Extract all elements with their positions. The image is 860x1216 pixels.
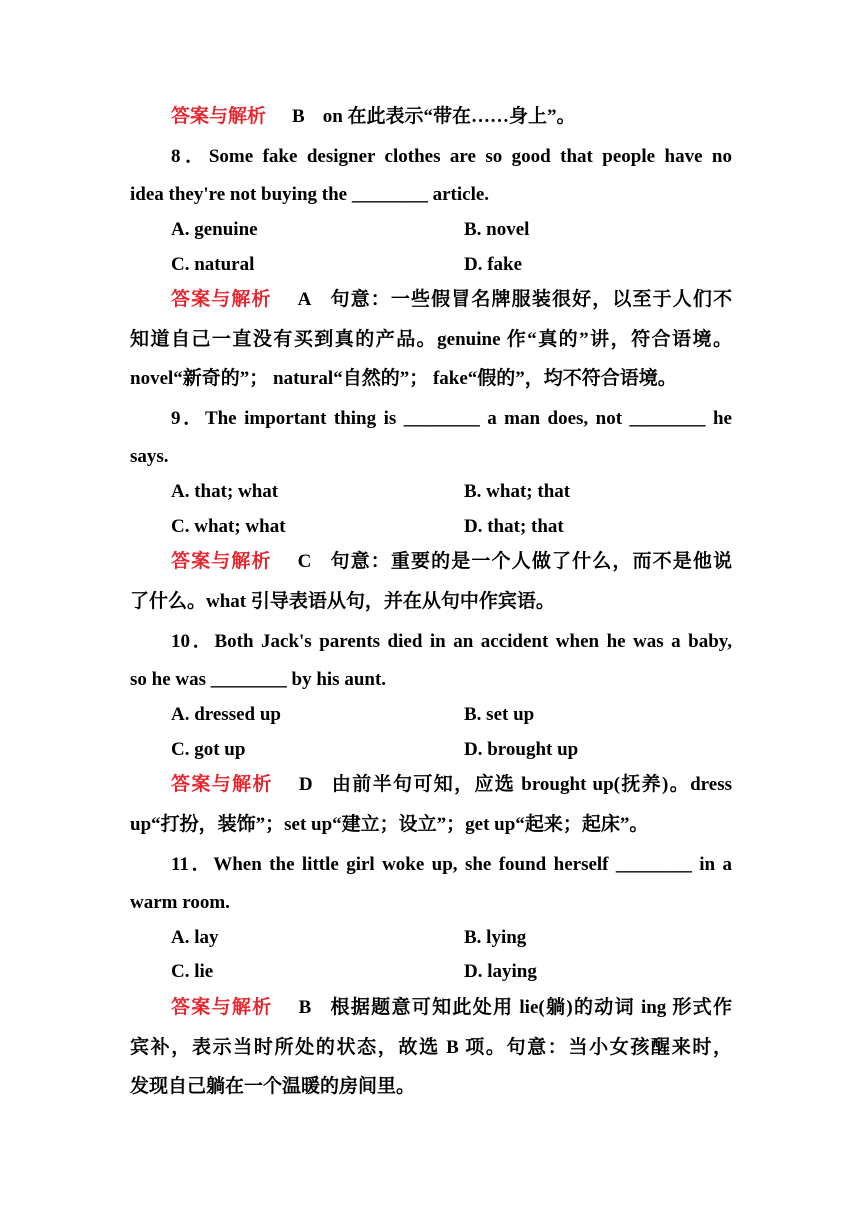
q9-option-a: A. that; what — [171, 481, 279, 502]
q11-option-b: B. lying — [464, 927, 527, 948]
answer-letter: B — [298, 997, 312, 1018]
q10-stem-line1: 10．Both Jack's parents died in an accident when he was a baby, — [171, 631, 732, 652]
q8-option-a: A. genuine — [171, 219, 258, 240]
answer-label: 答案与解析 — [171, 774, 273, 795]
q7-explanation — [171, 105, 732, 129]
q9-stem-line2: says. — [130, 446, 169, 467]
q10-stem-line2: so he was ________ by his aunt. — [130, 669, 387, 690]
explanation-text: 由前半句可知，应选 brought up(抚养)。dress — [330, 774, 732, 795]
q8-option-c: C. natural — [171, 254, 255, 275]
answer-label: 答案与解析 — [171, 106, 267, 127]
q10-option-b: B. set up — [464, 704, 535, 725]
q10-option-c: C. got up — [171, 739, 246, 760]
answer-label: 答案与解析 — [171, 551, 272, 572]
answer-letter: B — [292, 106, 305, 127]
explanation-text: 句意：重要的是一个人做了什么，而不是他说 — [329, 551, 732, 572]
answer-label: 答案与解析 — [171, 997, 273, 1018]
answer-letter: A — [297, 289, 312, 310]
explanation-text: 句意：一些假冒名牌服装很好，以至于人们不 — [329, 289, 732, 310]
answer-letter: D — [298, 774, 313, 795]
q8-stem-line2: idea they're not buying the ________ article. — [130, 184, 490, 205]
q10-option-a: A. dressed up — [171, 704, 281, 725]
q11-explanation-line1 — [171, 996, 732, 1020]
q9-option-d: D. that; that — [464, 516, 564, 537]
q9-explanation-line2: 了什么。what 引导表语从句，并在从句中作宾语。 — [130, 591, 555, 612]
q8-explanation-line1 — [171, 288, 732, 312]
q11-option-a: A. lay — [171, 927, 219, 948]
q10-option-d: D. brought up — [464, 739, 579, 760]
q9-option-b: B. what; that — [464, 481, 571, 502]
q11-option-c: C. lie — [171, 961, 214, 982]
explanation-text: on 在此表示“带在……身上”。 — [322, 106, 576, 127]
q8-explanation-line2: 知道自己一直没有买到真的产品。genuine 作“真的”讲，符合语境。 — [130, 329, 732, 350]
q11-option-d: D. laying — [464, 961, 537, 982]
q11-stem-line2: warm room. — [130, 892, 230, 913]
q9-explanation-line1 — [171, 550, 732, 574]
q11-explanation-line2: 宾补，表示当时所处的状态，故选 B 项。句意：当小女孩醒来时， — [130, 1037, 732, 1058]
q8-option-b: B. novel — [464, 219, 530, 240]
q11-explanation-line3: 发现自己躺在一个温暖的房间里。 — [130, 1076, 416, 1097]
answer-letter: C — [297, 551, 312, 572]
q10-explanation-line2: up“打扮，装饰”；set up“建立；设立”；get up“起来；起床”。 — [130, 814, 649, 835]
q10-explanation-line1 — [171, 773, 732, 797]
explanation-text: 根据题意可知此处用 lie(躺)的动词 ing 形式作 — [329, 997, 732, 1018]
q11-stem-line1: 11．When the little girl woke up, she found herself ________ in a — [171, 854, 732, 875]
q9-stem-line1: 9．The important thing is ________ a man does, not ________ he — [171, 408, 732, 429]
q8-explanation-line3: novel“新奇的”； natural“自然的”； fake“假的”，均不符合语境。 — [130, 368, 677, 389]
q8-stem-line1: 8．Some fake designer clothes are so good that people have no — [171, 146, 732, 167]
q9-option-c: C. what; what — [171, 516, 286, 537]
answer-label: 答案与解析 — [171, 289, 272, 310]
q8-option-d: D. fake — [464, 254, 523, 275]
